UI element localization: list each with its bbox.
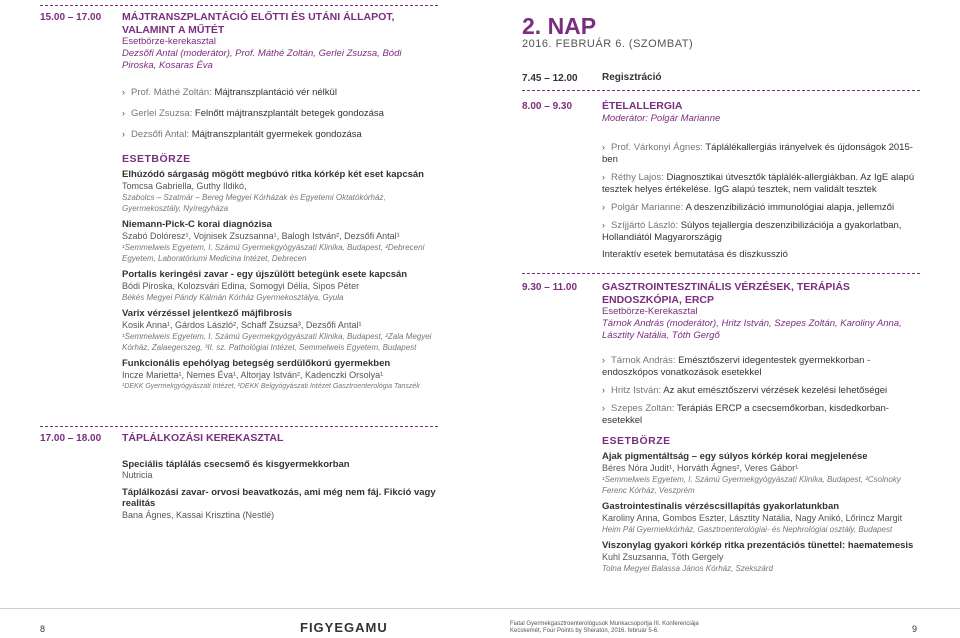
case-title: Ajak pigmentáltság – egy súlyos kórkép korai megjelenése <box>602 451 868 462</box>
esetborze-heading: ESETBÖRZE <box>122 153 191 165</box>
case-item <box>122 358 438 392</box>
right-page-number: 9 <box>912 624 918 634</box>
divider <box>40 426 438 427</box>
registration-label: Regisztráció <box>602 72 662 83</box>
case-affiliation: ¹DEKK Gyermekgyógyászati Intézet, ²DEKK Belgyógyászati Intézet Gasztroenterológia Tanszék <box>122 383 420 390</box>
case-authors: Szabó Dolóresz¹, Vojnisek Zsuzsanna¹, Balogh István², Dezsőfi Antal¹ <box>122 230 400 241</box>
talk-item: › Prof. Máthé Zoltán: Májtranszplantáció vér nélkül <box>122 87 337 98</box>
item-authors: Bana Ágnes, Kassai Krisztina (Nestlé) <box>122 509 275 520</box>
roundtable-item <box>122 487 438 522</box>
chevron-right-icon: › <box>602 385 605 395</box>
case-authors: Incze Marietta¹, Nemes Éva¹, Altorjay István², Kadenczki Orsolya¹ <box>122 369 384 380</box>
divider <box>522 273 920 274</box>
talk-item: › Tárnok András: Emésztőszervi idegentestek gyermekkorban - endoszkópos vonatkozások esetekkel <box>602 355 871 378</box>
case-item <box>122 269 438 303</box>
item-authors: Nutricia <box>122 470 153 480</box>
session-time: 8.00 – 9.30 <box>522 101 573 112</box>
talk-item: › Dezsőfi Antal: Májtranszplantált gyermekek gondozása <box>122 129 362 140</box>
day-date: 2016. FEBRUÁR 6. (SZOMBAT) <box>522 38 694 50</box>
session-block <box>122 11 438 397</box>
chevron-right-icon: › <box>602 171 605 182</box>
case-title: Viszonylag gyakori kórkép ritka prezentációs tünettel: haematemesis <box>602 540 914 551</box>
chevron-right-icon: › <box>602 219 605 230</box>
talk-item: › Hritz István: Az akut emésztőszervi vérzések kezelési lehetőségei <box>602 385 888 396</box>
case-item <box>602 451 920 496</box>
divider <box>40 5 438 6</box>
day-header <box>522 14 922 50</box>
chevron-right-icon: › <box>602 355 605 365</box>
case-authors: Karoliny Anna, Gombos Eszter, Lásztity Natália, Nagy Anikó, Lőrincz Margit <box>602 512 903 523</box>
case-item <box>602 501 920 535</box>
interactive-cases-label: Interaktív esetek bemutatása és diszkusszió <box>602 248 788 260</box>
footer-info-line: Kecskemét, Four Points by Sheraton, 2016. február 5-6. <box>510 628 659 634</box>
case-title: Portalis keringési zavar - egy újszülött betegünk esete kapcsán <box>122 269 408 280</box>
case-title: Gastrointestinalis vérzéscsillapítás gyakorlatunkban <box>602 501 840 512</box>
case-item <box>122 169 438 214</box>
chevron-right-icon: › <box>122 87 125 97</box>
divider <box>522 90 920 91</box>
case-authors: Kuhl Zsuzsanna, Tóth Gergely <box>602 551 724 562</box>
session-time: 17.00 – 18.00 <box>40 433 102 444</box>
case-item <box>602 540 920 574</box>
talk-item: › Polgár Marianne: A deszenzibilizáció immunológiai alapja, jellemzői <box>602 201 895 213</box>
session-time: 15.00 – 17.00 <box>40 12 102 23</box>
talk-item: › Réthy Lajos: Diagnosztikai útvesztők táplálék-allergiákban. Az IgE alapú tesztek helyes értékelése. IgG alapú tesztek, nem validált tesztek <box>602 171 915 195</box>
case-affiliation: ¹Semmelweis Egyetem, I. Számú Gyermekgyógyászati Klinika, Budapest, ²Zala Megyei Kórház, Zalaegerszeg, ³II. sz. Pathológiai Intézet, Semmelweis Egyetem, Budapest <box>122 332 432 352</box>
item-title: Táplálkozási zavar- orvosi beavatkozás, ami még nem fáj. Fikció vagy realitás <box>122 486 436 509</box>
chevron-right-icon: › <box>122 129 125 139</box>
case-authors: Kosik Anna¹, Gárdos László², Schaff Zsuzsa³, Dezsőfi Antal¹ <box>122 319 362 330</box>
chevron-right-icon: › <box>122 108 125 118</box>
session-moderators: Tárnok András (moderátor), Hritz István, Szepes Zoltán, Karoliny Anna, Lásztity Natália, Tóth Gergő <box>602 318 902 341</box>
session-time: 9.30 – 11.00 <box>522 282 578 293</box>
case-title: Varix vérzéssel jelentkező májfibrosis <box>122 308 293 319</box>
case-affiliation: Békés Megyei Pándy Kálmán Kórház Gyermekosztálya, Gyula <box>122 293 344 302</box>
session-title: GASZTROINTESZTINÁLIS VÉRZÉSEK, TERÁPIÁS ENDOSZKÓPIA, ERCP <box>602 281 850 306</box>
page-footer <box>0 608 960 638</box>
case-item <box>122 308 438 353</box>
case-authors: Béres Nóra Judit¹, Horváth Ágnes², Veres Gábor¹ <box>602 462 799 473</box>
roundtable-item <box>122 459 438 482</box>
case-affiliation: Heim Pál Gyermekkórház, Gasztroenterológiai- és Nephrológiai osztály, Budapest <box>602 525 893 534</box>
registration-time: 7.45 – 12.00 <box>522 73 578 84</box>
figyegamu-logo: FIGYEGAMU <box>300 620 388 635</box>
case-title: Niemann-Pick-C korai diagnózisa <box>122 219 272 230</box>
talk-item: › Szíjjártó László: Súlyos tejallergia deszenzibilizációja a gyakorlatban, Hollandiától Magyarországig <box>602 219 902 243</box>
esetborze-heading: ESETBÖRZE <box>602 435 671 447</box>
talk-item: › Gerlei Zsuzsa: Felnőtt májtranszplantált betegek gondozása <box>122 108 384 119</box>
case-title: Funkcionális epehólyag betegség serdülőkorú gyermekben <box>122 358 391 369</box>
session-title: TÁPLÁLKOZÁSI KEREKASZTAL <box>122 432 284 444</box>
chevron-right-icon: › <box>602 403 605 413</box>
case-affiliation: ¹Semmelweis Egyetem, I. Számú Gyermekgyógyászati Klinika, Budapest, ²Csolnoky Ferenc Kórház, Veszprém <box>602 475 901 495</box>
session-title: MÁJTRANSZPLANTÁCIÓ ELŐTTI ÉS UTÁNI ÁLLAPOT, VALAMINT A MŰTÉT <box>122 11 395 36</box>
session-title: ÉTELALLERGIA <box>602 100 683 112</box>
talk-item: › Prof. Várkonyi Ágnes: Táplálékallergiás irányelvek és újdonságok 2015-ben <box>602 141 913 165</box>
case-title: Elhúzódó sárgaság mögött megbúvó ritka kórkép két eset kapcsán <box>122 169 424 180</box>
session-block <box>602 281 920 579</box>
day-title: 2. NAP <box>522 13 597 39</box>
left-page-number: 8 <box>40 624 46 634</box>
talk-item: › Szepes Zoltán: Terápiás ERCP a csecsemőkorban, kisdedkorban-esetekkel <box>602 403 889 426</box>
session-subtitle: Esetbörze-Kerekasztal <box>602 306 698 317</box>
session-moderators: Dezsőfi Antal (moderátor), Prof. Máthé Zoltán, Gerlei Zsuzsa, Bódi Piroska, Kosaras Éva <box>122 48 402 71</box>
session-subtitle: Esetbörze-kerekasztal <box>122 36 216 47</box>
case-authors: Tomcsa Gabriella, Guthy Ildikó, <box>122 180 247 191</box>
session-block <box>602 100 920 269</box>
case-affiliation: Szabolcs – Szatmár – Bereg Megyei Kórházak és Egyetemi Oktatókórház, Gyermekosztály, Nyíregyháza <box>122 193 386 213</box>
case-affiliation: ¹Semmelweis Egyetem, I. Számú Gyermekgyógyászati Klinika, Budapest, ²Debreceni Egyetem, Laboratóriumi Medicina Intézet, Debrecen <box>122 243 425 263</box>
chevron-right-icon: › <box>602 141 605 152</box>
chevron-right-icon: › <box>602 201 605 212</box>
case-authors: Bódi Piroska, Kolozsvári Edina, Somogyi Délia, Sipos Péter <box>122 280 360 291</box>
footer-info-line: Fiatal Gyermekgasztroenterológusok Munkacsoportja III. Konferenciája <box>510 621 699 627</box>
session-moderator: Moderátor: Polgár Marianne <box>602 112 721 124</box>
case-item <box>122 219 438 264</box>
session-block <box>122 432 438 526</box>
case-affiliation: Tolna Megyei Balassa János Kórház, Szekszárd <box>602 564 773 573</box>
footer-info <box>510 621 699 635</box>
item-title: Speciális táplálás csecsemő és kisgyermekkorban <box>122 458 350 470</box>
